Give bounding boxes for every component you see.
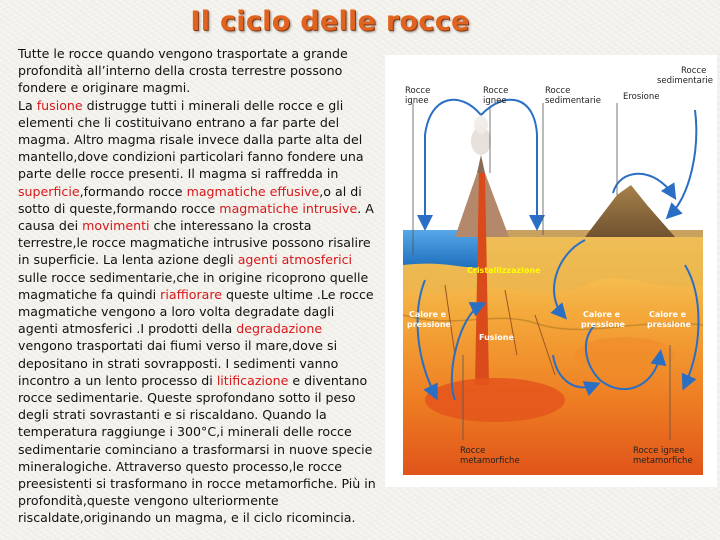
svg-text:Rocce igneemetamorfiche: [633, 446, 693, 466]
svg-text:Roccesedimentarie: [545, 86, 601, 106]
text-segment: che interessano la crosta terrestre,le rocce magmatiche intrusive possono risalire in superficie. La lenta azione degli: [18, 218, 371, 268]
text-segment: La: [18, 97, 37, 113]
rock-cycle-diagram: [385, 55, 717, 487]
text-segment: distrugge tutti i minerali delle rocce e gli elementi che li costituivano entrano a far parte del magma. Altro magma risale invece dalla parte alta del mantello,dove condizioni particolari fanno fondere una parte delle rocce presenti. Il magma si raffredda in: [18, 97, 364, 182]
label-rocce-metamorfiche-1-l1: Rocce: [460, 446, 486, 456]
highlight-term: fusione: [36, 97, 83, 113]
highlight-term: riaffiorare: [160, 286, 222, 302]
body-text: [18, 45, 378, 527]
highlight-term: magmatiche intrusive: [219, 200, 358, 216]
svg-text:Erosione: [623, 92, 660, 102]
label-rocce-metamorfiche-2-l1: Rocce ignee: [633, 446, 685, 456]
text-segment: e diventano rocce sedimentarie. Queste sprofondano sotto il peso degli strati sovrastanti e si riscaldano. Quando la temperatura raggiunge i 300°C,i minerali delle rocce sedimentarie cominciano a trasformarsi in nuove specie mineralogiche. Attraverso questo processo,le rocce preesistenti si trasformano in rocce metamorfiche. Più in profondità,queste vengono ulteriormente riscaldate,originando un magma, e il ciclo ricomincia.: [18, 372, 376, 526]
text-segment: . A causa dei: [18, 200, 374, 234]
mountain: [585, 185, 675, 237]
text-segment: ,formando rocce: [79, 183, 187, 199]
svg-text:Calore epressione: [647, 310, 692, 329]
svg-text:Rocceignee: [405, 86, 430, 106]
highlight-term: degradazione: [236, 321, 323, 337]
svg-text:Rocceignee: [483, 86, 508, 106]
text-segment: ,o al di sotto di queste,formando rocce: [18, 183, 362, 216]
label-calore-pressione-left-l1: Calore e: [409, 310, 447, 319]
magma-chamber: [425, 378, 565, 422]
label-rocce-sedimentarie-1-l1: Rocce: [545, 86, 571, 96]
text-segment: Tutte le rocce quando vengono trasportate a grande profondità all’interno della crosta terrestre possono fondere e originare magmi.: [18, 46, 348, 96]
label-calore-pressione-right-l1: Calore e: [649, 310, 687, 319]
label-erosione: Erosione: [623, 92, 660, 102]
label-cristallizzazione: Cristallizzazione: [467, 266, 541, 275]
highlight-term: agenti atmosferici: [237, 252, 353, 268]
slide-title: Il ciclo delle rocce: [190, 6, 470, 37]
label-rocce-sedimentarie-1-l2: sedimentarie: [545, 96, 601, 106]
text-segment: vengono trasportati dai fiumi verso il mare,dove si depositano in strati sovrapposti. I sedimenti vanno incontro a un lento processo di: [18, 338, 339, 388]
label-calore-pressione-left-l2: pressione: [407, 320, 451, 329]
label-rocce-ignee-1-l2: ignee: [405, 96, 429, 106]
svg-text:Roccesedimentarie: [657, 66, 713, 86]
label-calore-pressione-right-l2: pressione: [647, 320, 691, 329]
label-calore-pressione-mid-l1: Calore e: [583, 310, 621, 319]
label-rocce-ignee-2-l1: Rocce: [483, 86, 509, 96]
highlight-term: movimenti: [82, 218, 150, 234]
highlight-term: superficie: [18, 183, 80, 199]
label-calore-pressione-mid-l2: pressione: [581, 320, 625, 329]
label-rocce-ignee-2-l2: ignee: [483, 96, 507, 106]
text-segment: queste ultime .Le rocce magmatiche vengono a loro volta degradate dagli agenti atmosferici .I prodotti della: [18, 286, 374, 337]
label-rocce-ignee-1-l1: Rocce: [405, 86, 431, 96]
label-rocce-metamorfiche-1-l2: metamorfiche: [460, 456, 520, 466]
svg-text:Calore epressione: [407, 310, 452, 329]
label-rocce-sedimentarie-2-l1: Rocce: [681, 66, 707, 76]
rock-cycle-figure: [385, 55, 717, 487]
label-fusione: Fusione: [479, 333, 514, 342]
highlight-term: litificazione: [216, 372, 289, 388]
highlight-term: magmatiche effusive: [186, 183, 320, 199]
text-segment: sulle rocce sedimentarie,che in origine ricoprono quelle magmatiche fa quindi: [18, 269, 369, 302]
svg-text:Calore epressione: [581, 310, 626, 329]
label-rocce-sedimentarie-2-l2: sedimentarie: [657, 76, 713, 86]
label-rocce-metamorfiche-2-l2: metamorfiche: [633, 456, 693, 466]
